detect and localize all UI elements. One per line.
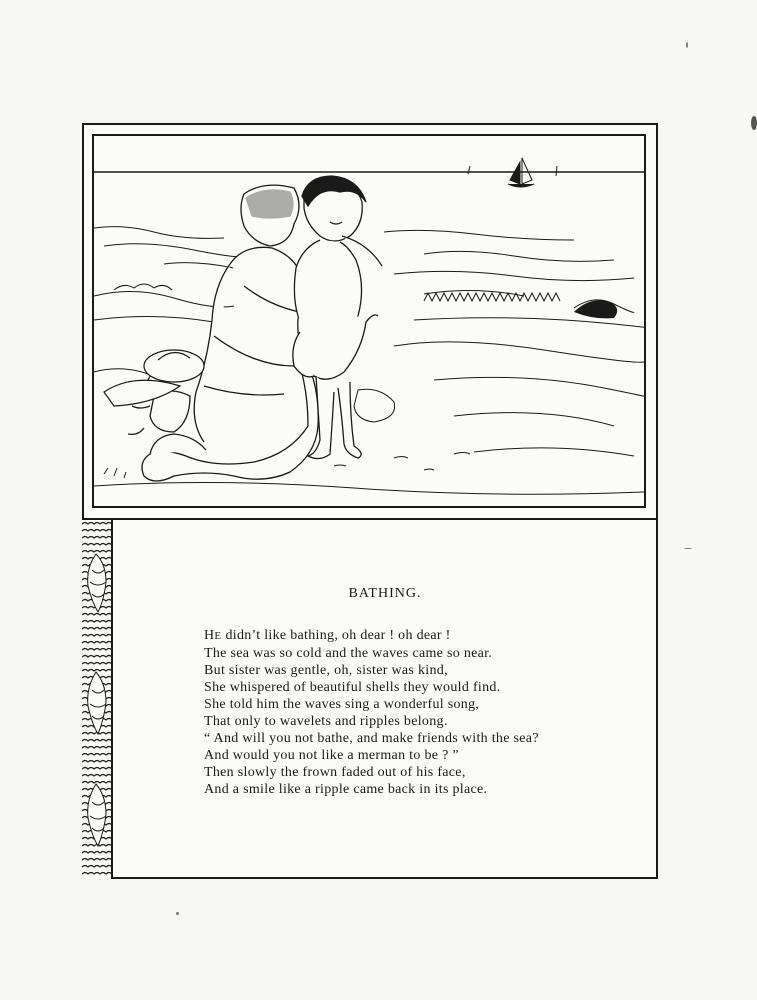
poem-line: She told him the waves sing a wonderful song,	[204, 697, 480, 712]
poem-line: “ And will you not bathe, and make friends with the sea?	[204, 731, 539, 746]
seashell-icon	[88, 672, 106, 734]
poem-initial: HE	[204, 628, 222, 643]
section-divider	[82, 518, 658, 520]
paper-speck	[176, 912, 179, 915]
poem-line: Then slowly the frown faded out of his face,	[204, 765, 466, 780]
seashore-illustration	[94, 136, 644, 506]
paper-speck	[686, 42, 688, 48]
wave-pattern-border	[82, 520, 111, 879]
boy-figure	[293, 176, 382, 459]
seashell-icon	[88, 554, 106, 612]
poem-line: And would you not like a merman to be ? ”	[204, 748, 459, 763]
poem-line	[204, 627, 624, 645]
poem-line: That only to wavelets and ripples belong.	[204, 714, 448, 729]
girl-figure	[128, 185, 318, 481]
poem-title: BATHING.	[348, 586, 422, 601]
poem-line: And a smile like a ripple came back in its place.	[204, 782, 488, 797]
poem-body	[204, 627, 624, 798]
poem-line: The sea was so cold and the waves came so near.	[204, 646, 493, 661]
paper-speck	[684, 548, 692, 549]
decorative-border	[82, 520, 113, 879]
illustration-panel	[92, 134, 646, 508]
poem-line: She whispered of beautiful shells they would find.	[204, 680, 501, 695]
seashell-icon	[88, 784, 106, 846]
paper-speck	[751, 116, 757, 130]
poem-line: But sister was gentle, oh, sister was kind,	[204, 663, 448, 678]
poem-first-line-rest: didn’t like bathing, oh dear ! oh dear !	[221, 628, 451, 643]
